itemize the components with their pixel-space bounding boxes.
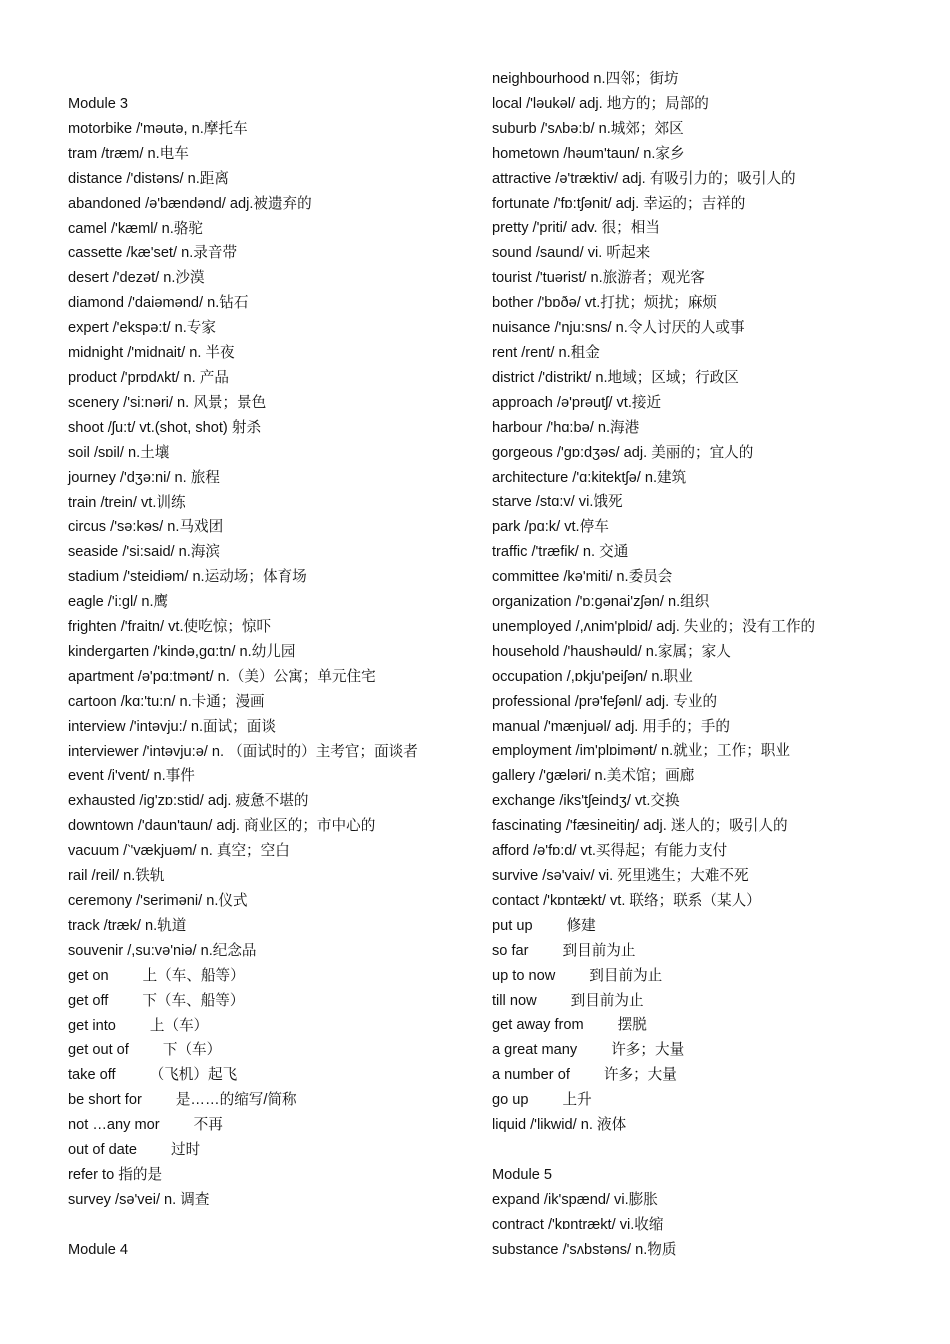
- vocab-entry: refer to 指的是: [68, 1166, 163, 1183]
- phrase-english: out of date: [68, 1142, 137, 1159]
- vocab-entry: interviewer /'intəvju:ə/ n. （面试时的）主考官；面谈者: [68, 743, 418, 760]
- vocab-entry: kindergarten /'kində,gɑ:tn/ n.幼儿园: [68, 643, 296, 660]
- vocab-entry: architecture /'ɑ:kitektʃə/ n.建筑: [492, 469, 687, 486]
- phrase-english: go up: [492, 1092, 529, 1109]
- vocab-entry: cassette /kæ'set/ n.录音带: [68, 245, 238, 262]
- phrase-chinese: 下（车、船等）: [142, 992, 245, 1009]
- vocab-entry: contract /'kɒntrækt/ vi.收缩: [492, 1216, 664, 1233]
- phrase-chinese: 许多；大量: [611, 1042, 685, 1059]
- module-heading: Module 3: [68, 96, 129, 112]
- vocab-entry: gallery /'gæləri/ n.美术馆；画廊: [492, 768, 695, 785]
- phrase-english: get on: [68, 967, 109, 984]
- phrase-english: put up: [492, 917, 533, 934]
- vocab-entry: starve /stɑ:v/ vi.饿死: [492, 494, 623, 511]
- vocab-entry: exhausted /ig'zɒ:stid/ adj. 疲惫不堪的: [68, 793, 309, 810]
- vocab-entry: approach /ə'prəutʃ/ vt.接近: [492, 394, 662, 411]
- vocab-entry: cartoon /kɑ:'tu:n/ n.卡通；漫画: [68, 693, 265, 710]
- vocab-entry: diamond /'daiəmənd/ n.钻石: [68, 295, 249, 312]
- vocab-entry: scenery /'si:nəri/ n. 风景；景色: [68, 394, 267, 411]
- vocab-entry: souvenir /,su:və'niə/ n.纪念品: [68, 942, 257, 959]
- module-heading: Module 4: [68, 1241, 129, 1258]
- vocab-entry: stadium /'steidiəm/ n.运动场；体育场: [68, 569, 307, 586]
- vocab-entry: camel /'kæml/ n.骆驼: [68, 220, 203, 237]
- vocab-entry: motorbike /'məutə, n.摩托车: [68, 120, 248, 137]
- vocab-entry: pretty /'priti/ adv. 很；相当: [492, 220, 660, 237]
- vocab-entry: employment /im'plɒimənt/ n.就业；工作；职业: [492, 743, 790, 760]
- vocab-entry: interview /'intəvju:/ n.面试；面谈: [68, 718, 276, 735]
- vocab-entry: committee /kə'miti/ n.委员会: [492, 569, 673, 586]
- phrase-entry: [492, 1013, 912, 1038]
- vocab-entry: desert /'dezət/ n.沙漠: [68, 270, 205, 287]
- vocab-entry: journey /'dʒə:ni/ n. 旅程: [68, 469, 220, 486]
- phrase-english: get away from: [492, 1017, 584, 1034]
- vocab-entry: event /i'vent/ n.事件: [68, 768, 195, 785]
- phrase-entry: [492, 1038, 912, 1063]
- vocab-entry: neighbourhood n.四邻；街坊: [492, 71, 679, 87]
- blank-line: [492, 1138, 912, 1163]
- phrase-english: a great many: [492, 1042, 578, 1059]
- vocab-entry: household /'haushəuld/ n.家属；家人: [492, 643, 731, 660]
- phrase-chinese: 修建: [566, 917, 596, 934]
- phrase-entry: [68, 964, 498, 989]
- vocab-entry: harbour /'hɑ:bə/ n.海港: [492, 419, 640, 436]
- phrase-english: a number of: [492, 1067, 570, 1084]
- vocab-entry: gorgeous /'gɒ:dʒəs/ adj. 美丽的；宜人的: [492, 444, 754, 461]
- vocab-entry: sound /saund/ vi. 听起来: [492, 245, 651, 262]
- vocab-entry: nuisance /'nju:sns/ n.令人讨厌的人或事: [492, 320, 745, 337]
- vocab-entry: manual /'mænjuəl/ adj. 用手的；手的: [492, 718, 730, 735]
- blank-line: [68, 1213, 498, 1238]
- vocab-entry: rent /rent/ n.租金: [492, 344, 600, 361]
- vocab-entry: hometown /həum'taun/ n.家乡: [492, 145, 685, 162]
- vocab-entry: eagle /'i:gl/ n.鹰: [68, 594, 169, 611]
- vocab-entry: apartment /ə'pɑ:tmənt/ n.（美）公寓；单元住宅: [68, 668, 376, 685]
- vocab-entry: contact /'kɒntækt/ vt. 联络；联系（某人）: [492, 892, 761, 909]
- vocab-entry: attractive /ə'træktiv/ adj. 有吸引力的；吸引人的: [492, 170, 796, 187]
- phrase-chinese: 是……的缩写/简称: [175, 1092, 297, 1109]
- vocab-entry: tourist /'tuərist/ n.旅游者；观光客: [492, 270, 705, 287]
- vocab-entry: fortunate /'fɒ:tʃənit/ adj. 幸运的；吉祥的: [492, 195, 746, 212]
- vocab-entry: district /'distrikt/ n.地域；区域；行政区: [492, 369, 739, 386]
- phrase-entry: [492, 914, 912, 939]
- phrase-entry: [68, 1088, 498, 1113]
- phrase-english: get into: [68, 1017, 116, 1034]
- phrase-english: be short for: [68, 1092, 142, 1109]
- vocab-entry: product /'prɒdʌkt/ n. 产品: [68, 369, 229, 386]
- phrase-chinese: 摆脱: [617, 1017, 647, 1034]
- phrase-chinese: 过时: [170, 1142, 201, 1159]
- vocab-entry: local /'ləukəl/ adj. 地方的；局部的: [492, 95, 709, 112]
- phrase-chinese: 许多；大量: [603, 1067, 677, 1084]
- phrase-entry: [68, 1113, 498, 1138]
- phrase-chinese: 不再: [193, 1117, 223, 1134]
- vocab-entry: train /trein/ vt.训练: [68, 494, 186, 511]
- vocab-entry: midnight /'midnait/ n. 半夜: [68, 345, 235, 362]
- vocab-entry: frighten /'fraitn/ vt.使吃惊；惊吓: [68, 619, 272, 636]
- phrase-entry: [492, 964, 912, 989]
- phrase-english: up to now: [492, 967, 556, 984]
- phrase-english: get off: [68, 992, 109, 1009]
- vocab-entry: afford /ə'fɒ:d/ vt.买得起；有能力支付: [492, 843, 728, 860]
- phrase-entry: [492, 1088, 912, 1113]
- vocab-entry: bother /'bɒðə/ vt.打扰；烦扰；麻烦: [492, 295, 718, 312]
- vocab-entry: track /træk/ n.轨道: [68, 917, 187, 934]
- vocab-entry: soil /sɒil/ n.土壤: [68, 444, 170, 461]
- vocab-entry: circus /'sə:kəs/ n.马戏团: [68, 519, 224, 536]
- phrase-english: not …any mor: [68, 1117, 160, 1134]
- right-column: [492, 67, 912, 1263]
- phrase-english: take off: [68, 1067, 116, 1084]
- phrase-entry: [68, 1138, 498, 1163]
- phrase-entry: [492, 1063, 912, 1088]
- vocab-entry: tram /træm/ n.电车: [68, 145, 189, 162]
- vocab-entry: survey /sə'vei/ n. 调查: [68, 1191, 210, 1208]
- vocab-entry: expand /ik'spænd/ vi.膨胀: [492, 1191, 658, 1208]
- vocab-entry: survive /sə'vaiv/ vi. 死里逃生；大难不死: [492, 868, 749, 884]
- phrase-entry: [68, 1038, 498, 1063]
- phrase-english: so far: [492, 942, 529, 959]
- phrase-english: get out of: [68, 1042, 129, 1059]
- vocab-entry: substance /'sʌbstəns/ n.物质: [492, 1241, 677, 1258]
- module-heading: Module 5: [492, 1166, 553, 1183]
- phrase-entry: [68, 989, 498, 1014]
- vocab-entry: suburb /'sʌbə:b/ n.城郊；郊区: [492, 120, 684, 137]
- vocab-entry: park /pɑ:k/ vt.停车: [492, 519, 609, 536]
- vocab-entry: ceremony /'seriməni/ n.仪式: [68, 893, 248, 909]
- vocab-entry: abandoned /ə'bændənd/ adj.被遗弃的: [68, 195, 312, 212]
- vocab-entry: seaside /'si:said/ n.海滨: [68, 544, 221, 561]
- vocab-entry: rail /reil/ n.铁轨: [68, 868, 165, 885]
- phrase-chinese: 下（车）: [162, 1042, 222, 1059]
- vocab-entry: liquid /'likwid/ n. 液体: [492, 1117, 627, 1134]
- vocab-entry: unemployed /,ʌnim'plɒid/ adj. 失业的；没有工作的: [492, 618, 816, 635]
- vocab-entry: fascinating /'fæsineitiŋ/ adj. 迷人的；吸引人的: [492, 818, 788, 835]
- phrase-chinese: 上升: [562, 1092, 592, 1109]
- phrase-chinese: 到目前为止: [570, 992, 644, 1009]
- phrase-chinese: （飞机）起飞: [149, 1067, 238, 1084]
- vocab-entry: occupation /,ɒkju'peiʃən/ n.职业: [492, 668, 693, 685]
- phrase-english: till now: [492, 992, 537, 1009]
- vocab-entry: downtown /'daun'taun/ adj. 商业区的；市中心的: [68, 818, 376, 835]
- phrase-chinese: 到目前为止: [589, 967, 663, 984]
- phrase-entry: [68, 1014, 498, 1039]
- vocab-entry: distance /'distəns/ n.距离: [68, 170, 229, 187]
- vocab-entry: expert /'ekspə:t/ n.专家: [68, 320, 216, 337]
- vocab-entry: shoot /ʃu:t/ vt.(shot, shot) 射杀: [68, 419, 262, 436]
- phrase-chinese: 上（车）: [149, 1017, 209, 1034]
- phrase-chinese: 上（车、船等）: [142, 967, 245, 984]
- phrase-entry: [492, 989, 912, 1014]
- phrase-entry: [492, 939, 912, 964]
- phrase-entry: [68, 1063, 498, 1088]
- vocab-entry: professional /prə'feʃənl/ adj. 专业的: [492, 693, 718, 710]
- vocab-entry: traffic /'træfik/ n. 交通: [492, 544, 629, 561]
- left-column: [68, 92, 498, 1263]
- vocab-entry: vacuum /‵'vækjuəm/ n. 真空；空白: [68, 843, 290, 860]
- phrase-chinese: 到目前为止: [562, 942, 636, 959]
- vocab-entry: organization /'ɒ:gənai'zʃən/ n.组织: [492, 594, 710, 611]
- vocab-entry: exchange /iks'tʃeindʒ/ vt.交换: [492, 793, 680, 810]
